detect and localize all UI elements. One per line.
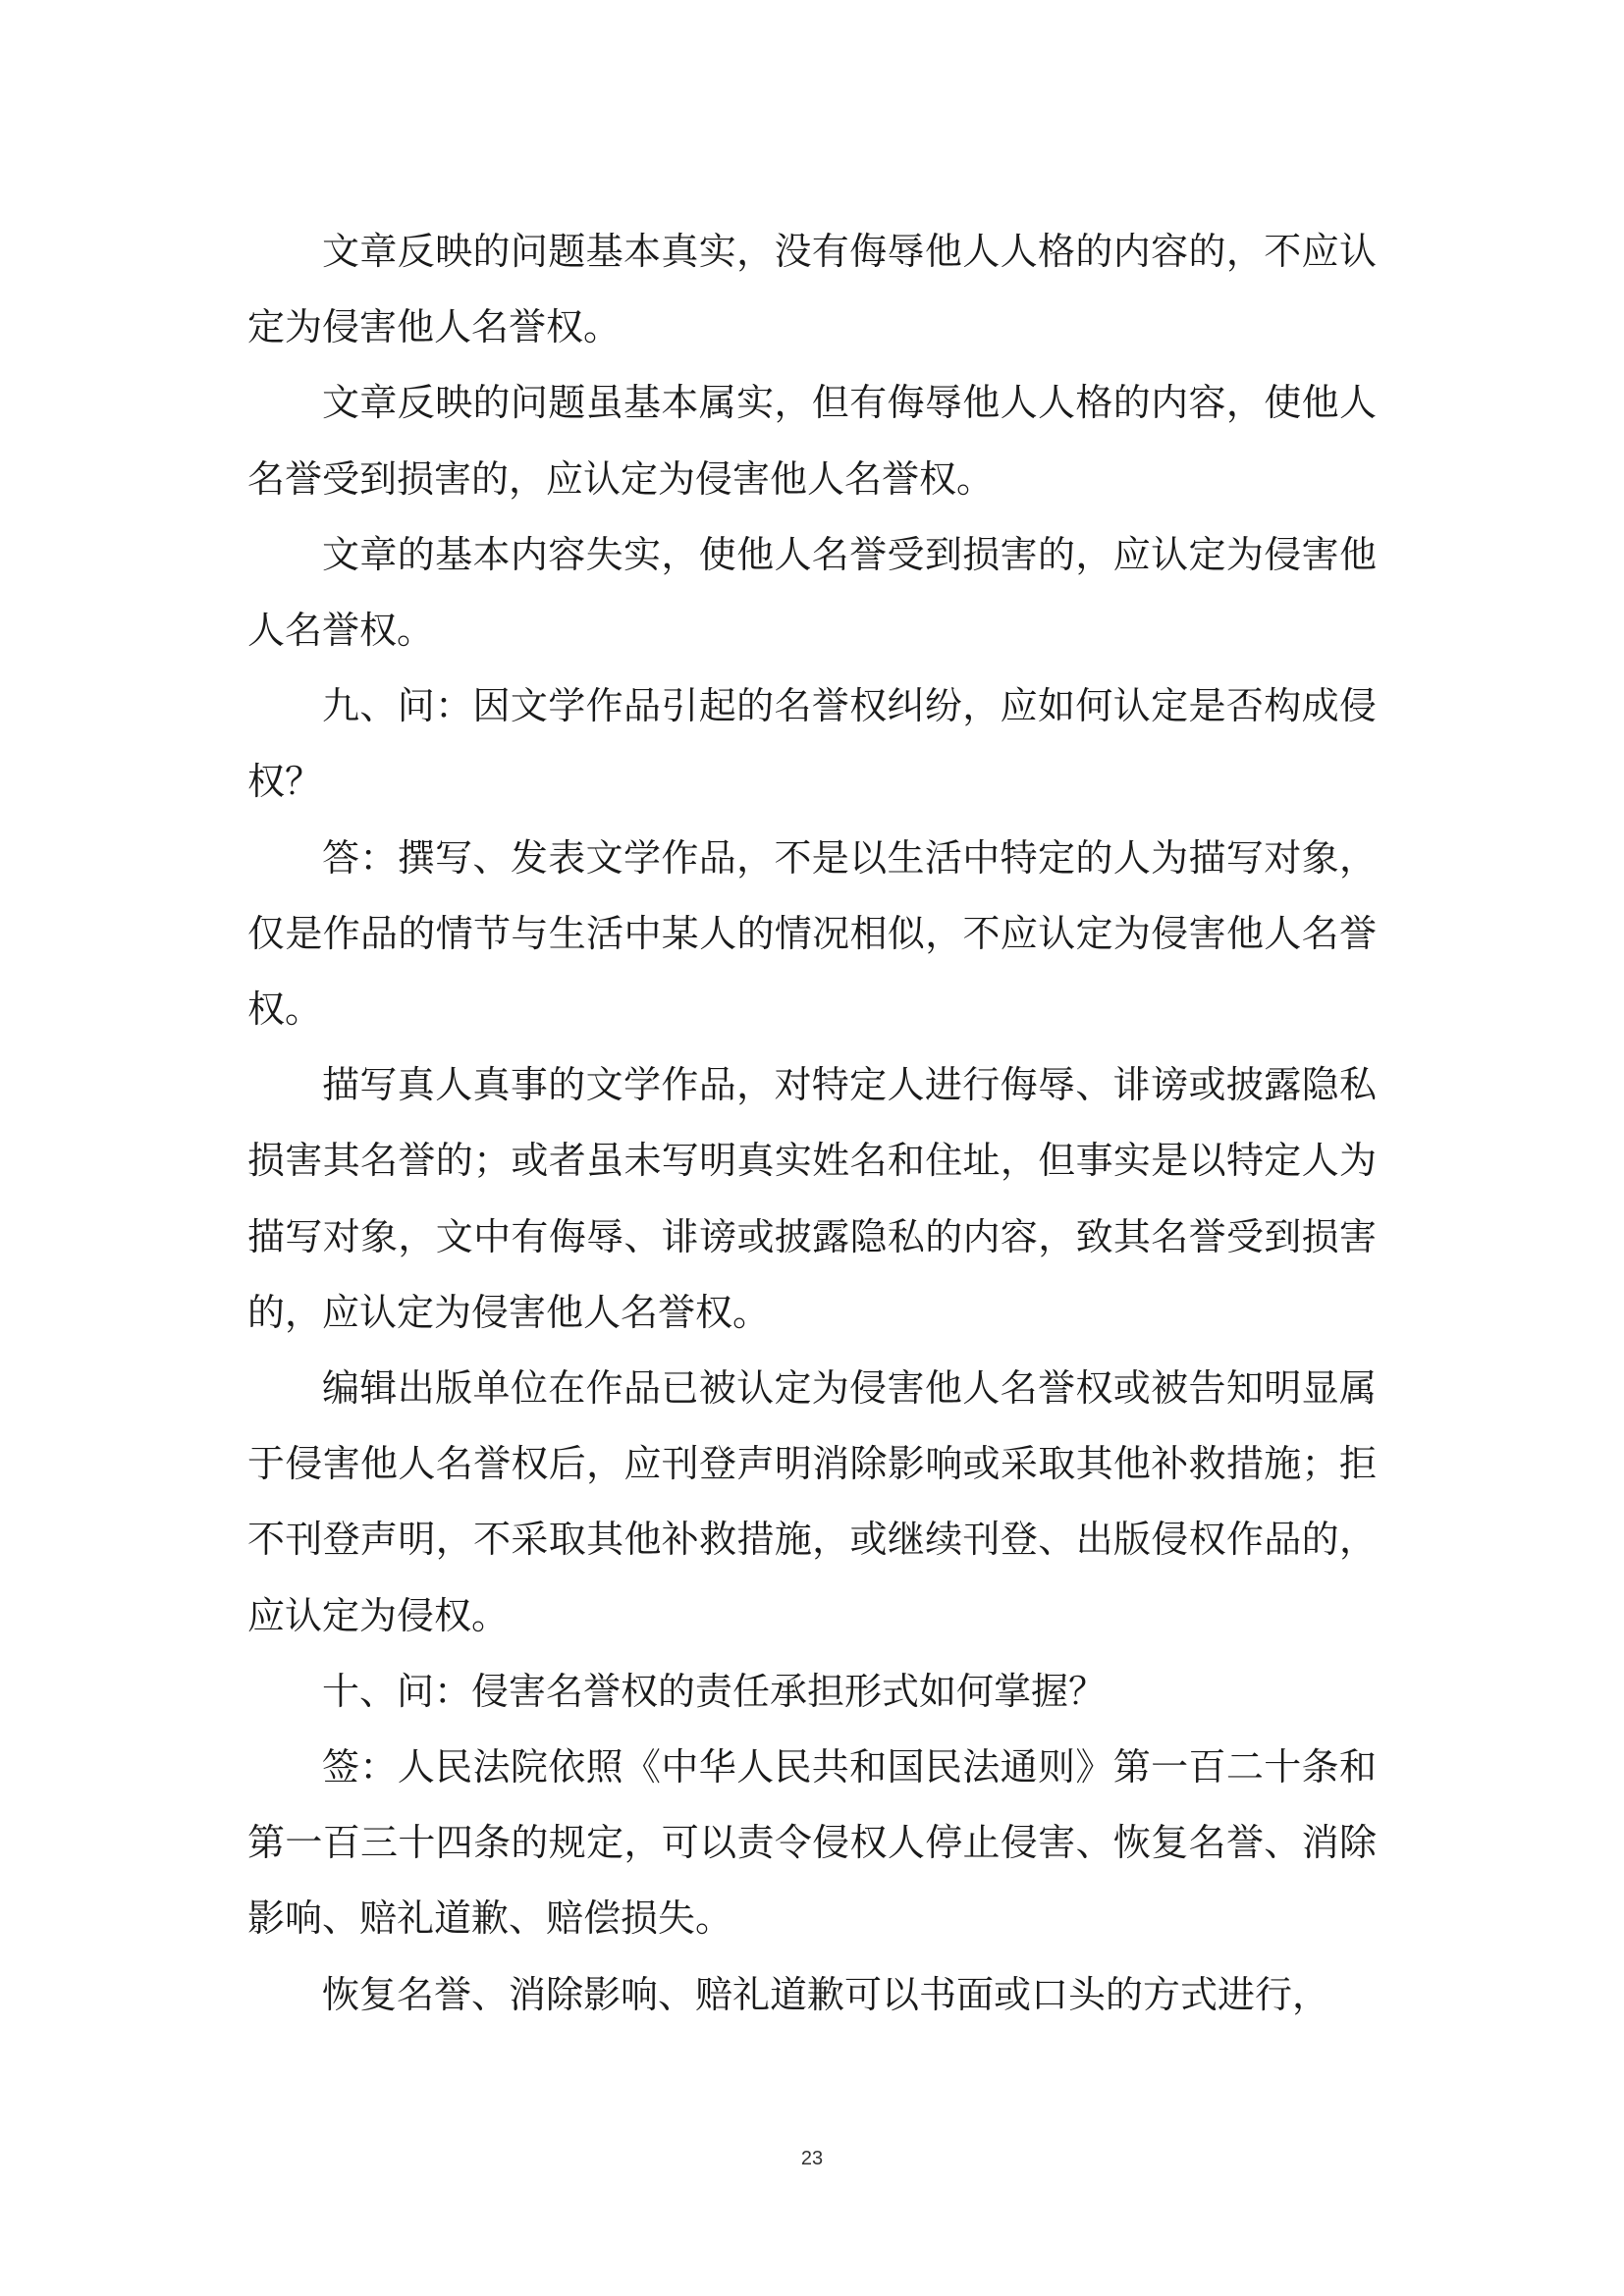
document-body [247, 214, 1377, 2033]
answer-9-paragraph-3: 编辑出版单位在作品已被认定为侵害他人名誉权或被告知明显属于侵害他人名誉权后，应刊登声明消除影响或采取其他补救措施；拒不刊登声明，不采取其他补救措施，或继续刊登、出版侵权作品的，应认定为侵权。 [247, 1366, 1377, 1637]
answer-10-paragraph-2: 恢复名誉、消除影响、赔礼道歉可以书面或口头的方式进行， [322, 1972, 1330, 2016]
paragraph-1: 文章反映的问题基本真实，没有侮辱他人人格的内容的，不应认定为侵害他人名誉权。 [247, 230, 1377, 349]
page-number: 23 [800, 2148, 824, 2169]
answer-9-paragraph-2: 描写真人真事的文学作品，对特定人进行侮辱、诽谤或披露隐私损害其名誉的；或者虽未写明真实姓名和住址，但事实是以特定人为描写对象，文中有侮辱、诽谤或披露隐私的内容，致其名誉受到损害的，应认定为侵害他人名誉权。 [247, 1063, 1377, 1334]
question-10: 十、问：侵害名誉权的责任承担形式如何掌握？ [322, 1669, 1107, 1713]
answer-9-paragraph-1: 答：撰写、发表文学作品，不是以生活中特定的人为描写对象，仅是作品的情节与生活中某人的情况相似，不应认定为侵害他人名誉权。 [247, 835, 1377, 1032]
answer-10-paragraph-1: 签：人民法院依照《中华人民共和国民法通则》第一百二十条和第一百三十四条的规定，可以责令侵权人停止侵害、恢复名誉、消除影响、赔礼道歉、赔偿损失。 [247, 1745, 1377, 1941]
question-9: 九、问：因文学作品引起的名誉权纠纷，应如何认定是否构成侵权？ [247, 684, 1377, 804]
paragraph-3: 文章的基本内容失实，使他人名誉受到损害的，应认定为侵害他人名誉权。 [247, 532, 1377, 653]
paragraph-2: 文章反映的问题虽基本属实，但有侮辱他人人格的内容，使他人名誉受到损害的，应认定为侵害他人名誉权。 [247, 381, 1377, 501]
